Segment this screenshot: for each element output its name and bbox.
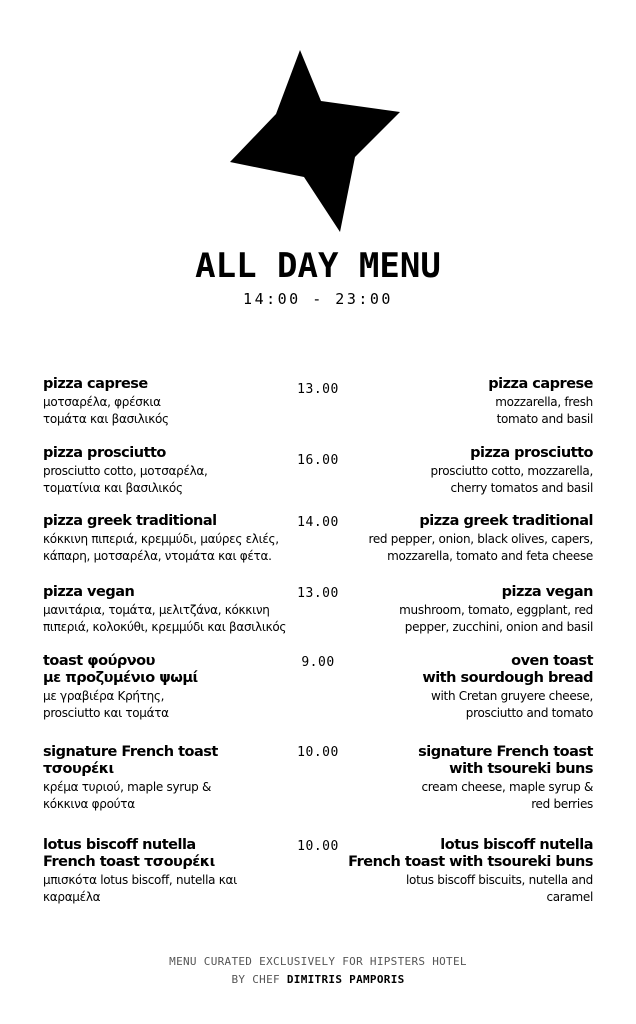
menu-item-english bbox=[333, 584, 593, 635]
footer-chef-line bbox=[0, 971, 636, 989]
menu-item-english-description: prosciutto cotto, mozzarella, cherry tomatos and basil bbox=[430, 464, 593, 495]
menu-item-english bbox=[333, 744, 593, 812]
black-star-icon bbox=[230, 50, 406, 232]
menu-item-greek-description: με γραβιέρα Κρήτης, prosciutto και τομάτα bbox=[43, 689, 169, 720]
menu-item-greek-name: lotus biscoff nutella French toast τσουρέκι bbox=[43, 837, 215, 870]
chef-name: DIMITRIS PAMPORIS bbox=[286, 973, 405, 986]
menu-item-greek-description: μπισκότα lotus biscoff, nutella και καραμέλα bbox=[43, 873, 237, 904]
menu-item-greek-name: pizza greek traditional bbox=[43, 513, 217, 529]
menu-item-english-name: pizza caprese bbox=[488, 376, 593, 392]
menu-item-price: 9.00 bbox=[301, 655, 335, 670]
menu-item-greek-name: toast φούρνου με προζυμένιο ψωμί bbox=[43, 653, 198, 686]
footer-curated-line: MENU CURATED EXCLUSIVELY FOR HIPSTERS HOTEL bbox=[169, 955, 467, 968]
menu-item-english bbox=[333, 513, 593, 564]
menu-item-greek-name: pizza caprese bbox=[43, 376, 148, 392]
menu-item-english-description: mushroom, tomato, eggplant, red pepper, zucchini, onion and basil bbox=[399, 603, 593, 634]
menu-item-english-name: pizza greek traditional bbox=[419, 513, 593, 529]
menu-item-english-description: lotus biscoff biscuits, nutella and caramel bbox=[406, 873, 593, 904]
menu-item-english-description: mozzarella, fresh tomato and basil bbox=[495, 395, 593, 426]
footer bbox=[0, 953, 636, 989]
menu-item-english-name: signature French toast with tsoureki buns bbox=[418, 744, 593, 777]
menu-item-price: 13.00 bbox=[297, 586, 339, 601]
footer-chef-prefix: BY CHEF bbox=[231, 973, 280, 986]
menu-item-price: 14.00 bbox=[297, 515, 339, 530]
menu-item-greek-name: signature French toast τσουρέκι bbox=[43, 744, 218, 777]
menu-item-greek bbox=[43, 445, 303, 496]
menu-item-english bbox=[333, 653, 593, 721]
menu-item-greek-name: pizza prosciutto bbox=[43, 445, 166, 461]
menu-item-price: 10.00 bbox=[297, 745, 339, 760]
menu-item-greek-description: μανιτάρια, τομάτα, μελιτζάνα, κόκκινη πιπεριά, κολοκύθι, κρεμμύδι και βασιλικός bbox=[43, 603, 287, 634]
menu-item-greek-description: κρέμα τυριού, maple syrup & κόκκινα φρούτα bbox=[43, 780, 212, 811]
menu-item-english-name: pizza vegan bbox=[501, 584, 593, 600]
menu-item-greek bbox=[43, 744, 303, 812]
menu-item-english bbox=[333, 445, 593, 496]
page-title: ALL DAY MENU bbox=[195, 246, 441, 286]
menu-item-english-name: oven toast with sourdough bread bbox=[422, 653, 593, 686]
menu-item-greek-description: prosciutto cotto, μοτσαρέλα, τοματίνια και βασιλικός bbox=[43, 464, 208, 495]
menu-item-english-description: with Cretan gruyere cheese, prosciutto and tomato bbox=[430, 689, 593, 720]
menu-item-english bbox=[333, 837, 593, 905]
menu-item-price: 10.00 bbox=[297, 839, 339, 854]
menu-item-greek-description: μοτσαρέλα, φρέσκια τομάτα και βασιλικός bbox=[43, 395, 169, 426]
opening-hours: 14:00 - 23:00 bbox=[243, 290, 393, 308]
menu-item-greek bbox=[43, 653, 303, 721]
menu-item-english-name: pizza prosciutto bbox=[470, 445, 593, 461]
menu-item-greek-name: pizza vegan bbox=[43, 584, 135, 600]
menu-item-greek bbox=[43, 584, 303, 635]
menu-item-english bbox=[333, 376, 593, 427]
menu-item-greek bbox=[43, 513, 303, 564]
menu-item-english-description: red pepper, onion, black olives, capers, mozzarella, tomato and feta cheese bbox=[368, 532, 593, 563]
menu-item-price: 16.00 bbox=[297, 453, 339, 468]
menu-item-greek-description: κόκκινη πιπεριά, κρεμμύδι, μαύρες ελιές, κάπαρη, μοτσαρέλα, ντομάτα και φέτα. bbox=[43, 532, 279, 563]
menu-item-english-description: cream cheese, maple syrup & red berries bbox=[421, 780, 593, 811]
menu-item-greek bbox=[43, 837, 303, 905]
menu-item-greek bbox=[43, 376, 303, 427]
menu-item-price: 13.00 bbox=[297, 382, 339, 397]
menu-item-english-name: lotus biscoff nutella French toast with tsoureki buns bbox=[348, 837, 593, 870]
